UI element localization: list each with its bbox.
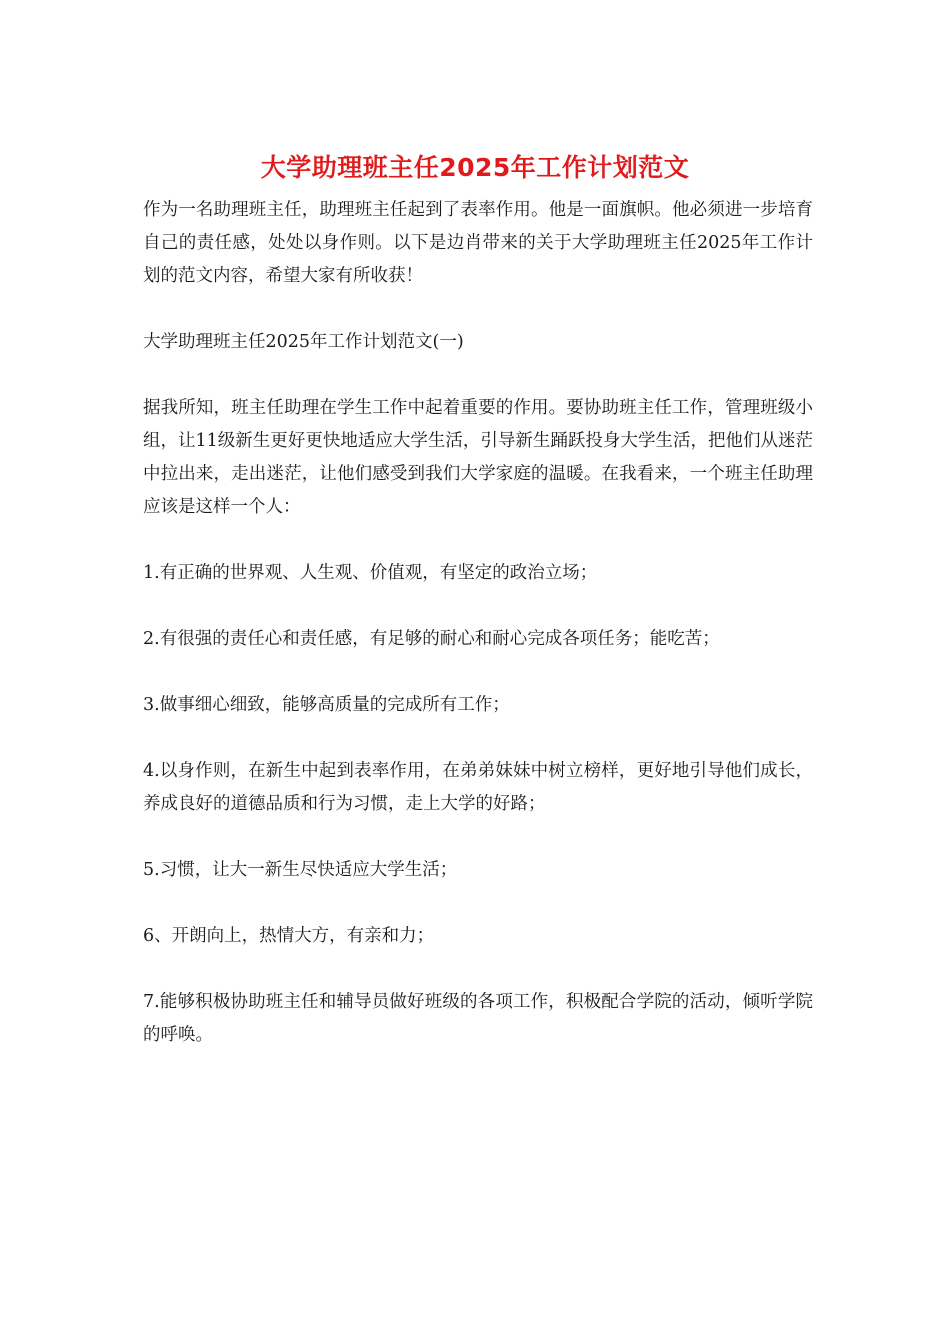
list-item-5: 5.习惯，让大一新生尽快适应大学生活；	[143, 860, 458, 880]
opening-paragraph: 据我所知，班主任助理在学生工作中起着重要的作用。要协助班主任工作，管理班级小组，让11级新生更好更快地适应大学生活，引导新生踊跃投身大学生活，把他们从迷茫中拉出来，走出迷茫，让他们感受到我们大学家庭的温暖。在我看来，一个班主任助理应该是这样一个人：	[143, 398, 813, 517]
paragraph-spacer	[143, 359, 813, 392]
document-body	[143, 194, 813, 1052]
paragraph-spacer	[143, 590, 813, 623]
paragraph-spacer	[143, 293, 813, 326]
list-item-1: 1.有正确的世界观、人生观、价值观，有坚定的政治立场；	[143, 563, 598, 583]
paragraph-spacer	[143, 524, 813, 557]
paragraph-spacer	[143, 953, 813, 986]
page-title: 大学助理班主任2025年工作计划范文	[260, 153, 690, 182]
list-item-2: 2.有很强的责任心和责任感，有足够的耐心和耐心完成各项任务；能吃苦；	[143, 629, 720, 649]
section-heading: 大学助理班主任2025年工作计划范文(一)	[143, 332, 464, 352]
list-item-4: 4.以身作则，在新生中起到表率作用，在弟弟妹妹中树立榜样，更好地引导他们成长，养成良好的道德品质和行为习惯，走上大学的好路；	[143, 761, 813, 814]
list-item-7: 7.能够积极协助班主任和辅导员做好班级的各项工作，积极配合学院的活动，倾听学院的呼唤。	[143, 992, 813, 1045]
list-item-3: 3.做事细心细致，能够高质量的完成所有工作；	[143, 695, 510, 715]
paragraph-spacer	[143, 887, 813, 920]
intro-paragraph: 作为一名助理班主任，助理班主任起到了表率作用。他是一面旗帜。他必须进一步培育自己的责任感，处处以身作则。以下是边肖带来的关于大学助理班主任2025年工作计划的范文内容，希望大家有所收获！	[143, 200, 813, 286]
paragraph-spacer	[143, 821, 813, 854]
paragraph-spacer	[143, 722, 813, 755]
list-item-6: 6、开朗向上，热情大方，有亲和力；	[143, 926, 435, 946]
paragraph-spacer	[143, 656, 813, 689]
